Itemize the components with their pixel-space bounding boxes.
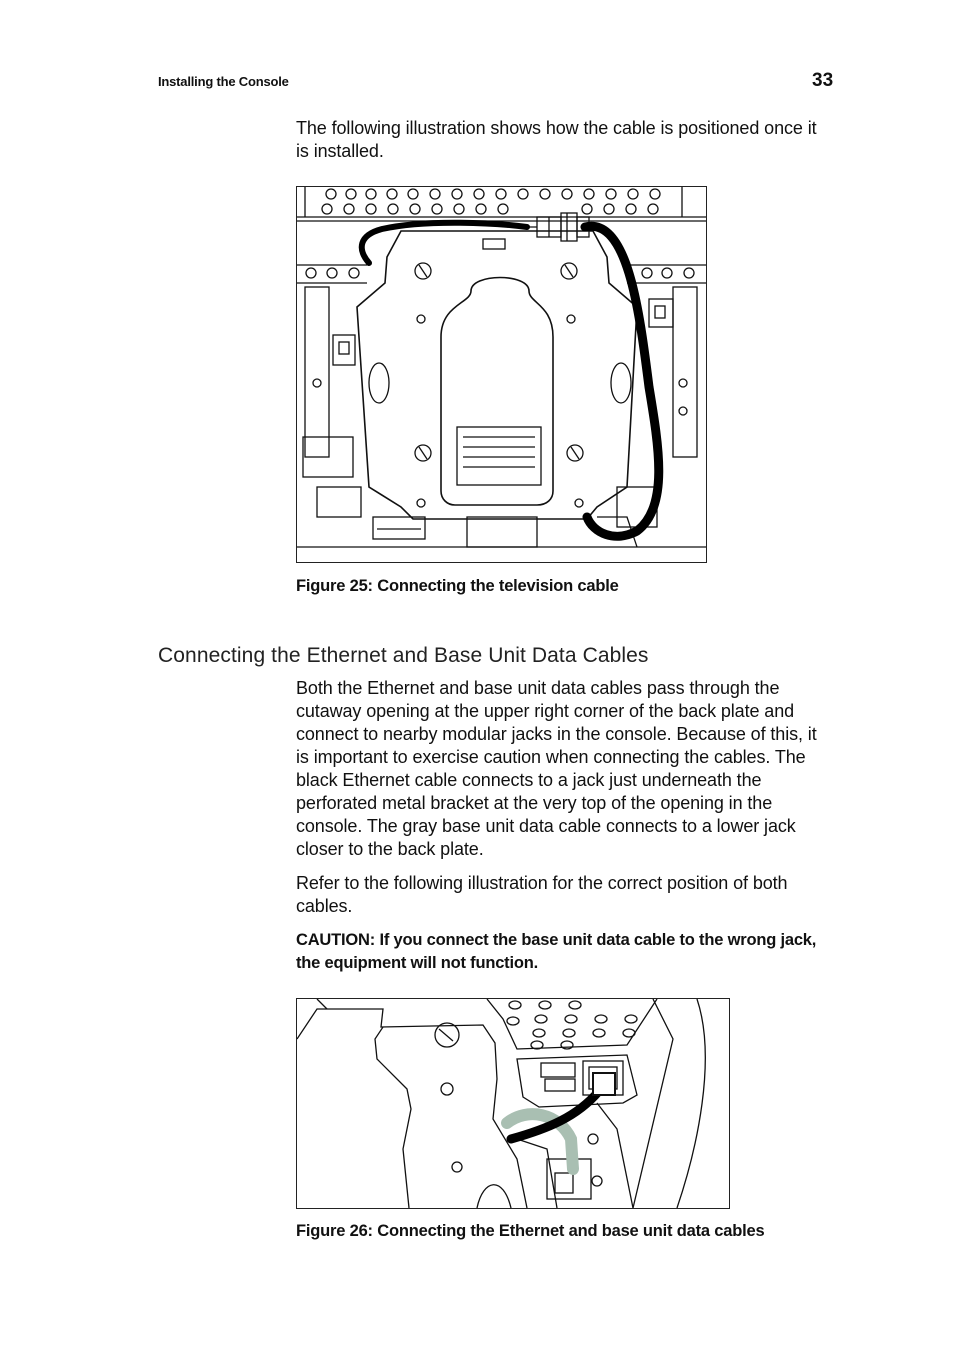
section-paragraph-1: Both the Ethernet and base unit data cables pass through the cutaway opening at the upper right corner of the back plate and connect to nearby modular jacks in the console. Because of this, it is important to exercise caution when connecting the cables. The black Ethernet cable connects to a jack just underneath the perforated metal bracket at the very top of the opening in the console. The gray base unit data cable connects to a lower jack closer to the back plate. bbox=[296, 678, 817, 859]
section-heading: Connecting the Ethernet and Base Unit Data Cables bbox=[158, 644, 649, 667]
section-paragraph-2: Refer to the following illustration for the correct position of both cables. bbox=[296, 873, 788, 916]
running-head: Installing the Console bbox=[158, 74, 289, 89]
caution-note: CAUTION: If you connect the base unit data cable to the wrong jack, the equipment will not function. bbox=[296, 931, 817, 972]
intro-paragraph: The following illustration shows how the cable is positioned once it is installed. bbox=[296, 118, 817, 161]
figure-26-caption: Figure 26: Connecting the Ethernet and base unit data cables bbox=[296, 1222, 765, 1240]
figure-25-caption: Figure 25: Connecting the television cable bbox=[296, 577, 619, 595]
figure-26-illustration bbox=[296, 998, 730, 1209]
page-number: 33 bbox=[812, 70, 834, 91]
figure-25-illustration bbox=[296, 186, 707, 563]
